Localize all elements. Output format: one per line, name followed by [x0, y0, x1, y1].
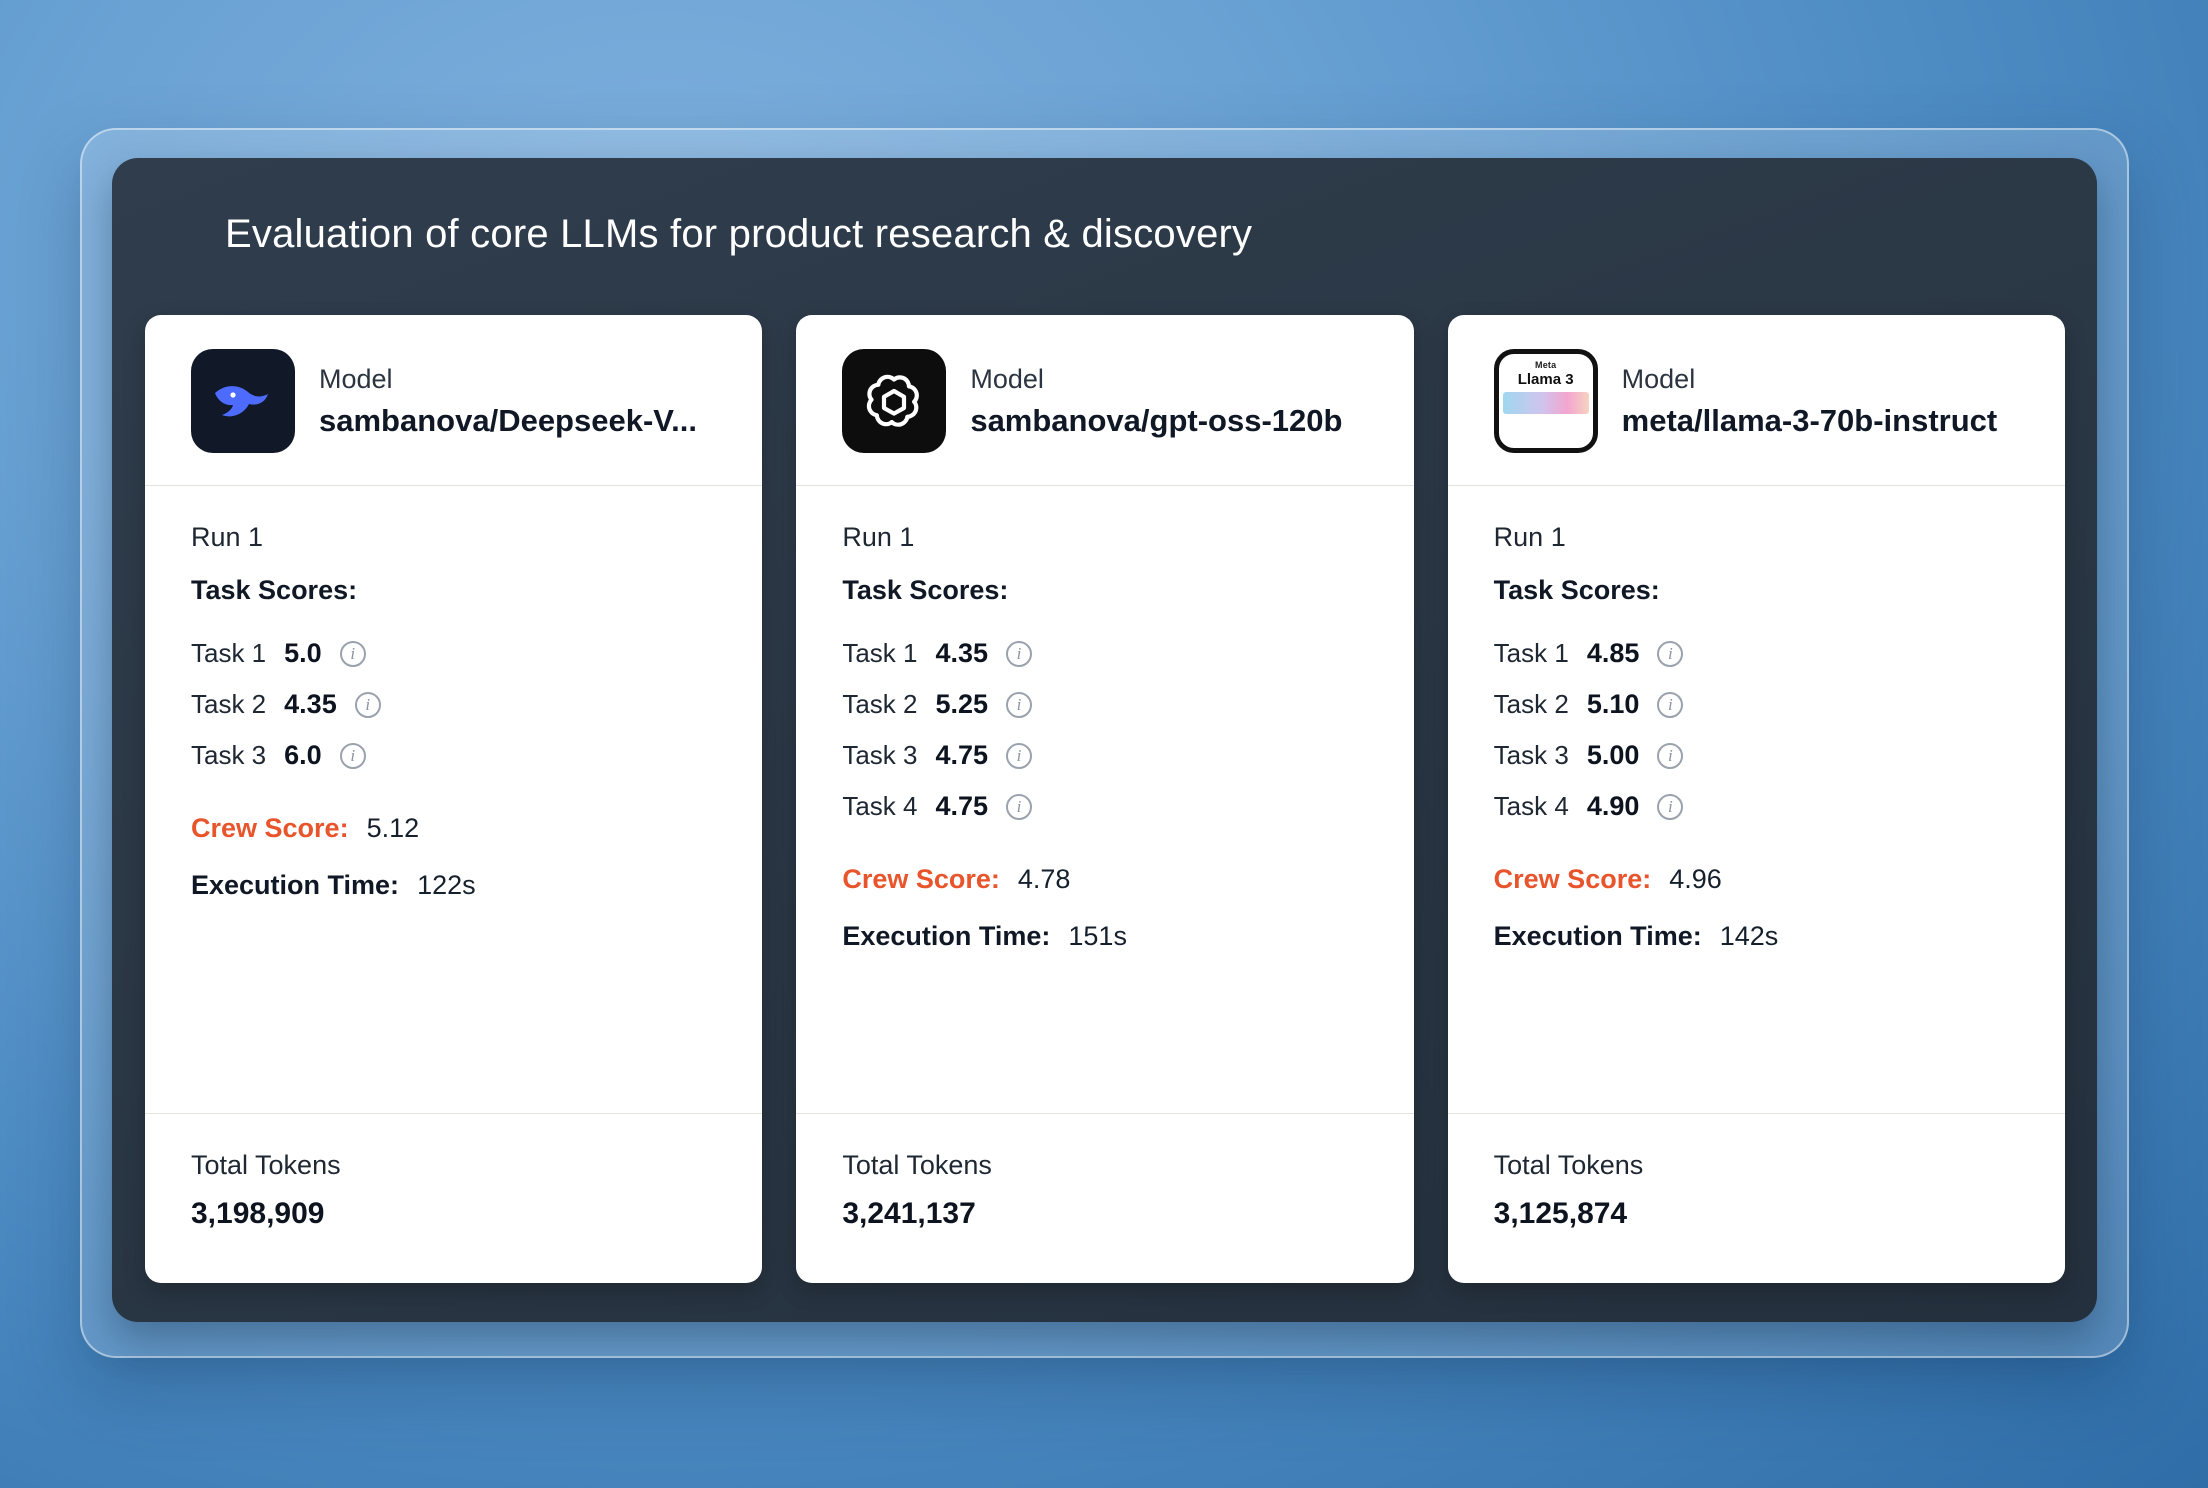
- model-meta: [970, 364, 1342, 439]
- task-value: 4.35: [935, 638, 989, 668]
- info-icon[interactable]: i: [1657, 641, 1683, 667]
- llama-meta-icon: [1494, 349, 1598, 453]
- run-label: Run 1: [191, 522, 264, 552]
- task-row: [1494, 791, 2019, 822]
- task-row: [1494, 740, 2019, 771]
- task-row: [191, 689, 716, 720]
- task-scores-label: Task Scores:: [842, 575, 1009, 605]
- crew-score-row: [191, 813, 716, 844]
- execution-time-row: [191, 870, 716, 901]
- run-label: Run 1: [1493, 522, 1566, 552]
- info-icon[interactable]: i: [1006, 743, 1032, 769]
- total-tokens-label: Total Tokens: [842, 1150, 992, 1180]
- task-value: 4.35: [284, 689, 337, 719]
- task-value: 5.25: [935, 689, 989, 719]
- crew-score-label: Crew Score:: [191, 813, 349, 843]
- card-footer: [1448, 1113, 2065, 1283]
- deepseek-whale-icon: [191, 349, 295, 453]
- card-footer: [796, 1113, 1413, 1283]
- task-row: [1494, 689, 2019, 720]
- info-icon[interactable]: i: [1006, 641, 1032, 667]
- crew-score-label: Crew Score:: [1493, 864, 1652, 894]
- task-row: [191, 740, 716, 771]
- task-name: Task 1: [191, 638, 267, 668]
- card-body: [1448, 486, 2065, 1113]
- score-summary: [1494, 864, 2019, 952]
- task-scores-label: Task Scores:: [1493, 575, 1660, 605]
- execution-time-value: 151s: [1068, 921, 1127, 951]
- task-row: [191, 638, 716, 669]
- total-tokens-value: 3,198,909: [191, 1197, 325, 1230]
- page-title: Evaluation of core LLMs for product research & discovery: [225, 212, 1253, 256]
- crew-score-value: 5.12: [366, 813, 420, 843]
- task-name: Task 2: [1493, 689, 1569, 719]
- model-meta: [1622, 364, 1998, 439]
- model-card-llama[interactable]: [1448, 315, 2065, 1283]
- task-value: 5.0: [284, 638, 322, 668]
- task-row: [842, 689, 1367, 720]
- crew-score-label: Crew Score:: [842, 864, 1000, 894]
- model-label: Model: [319, 363, 393, 394]
- task-value: 4.85: [1586, 638, 1640, 668]
- llama-wordmark: Llama 3: [1517, 371, 1574, 388]
- evaluation-panel: [112, 158, 2097, 1322]
- execution-time-label: Execution Time:: [191, 870, 400, 900]
- crew-score-value: 4.78: [1017, 864, 1071, 894]
- task-name: Task 2: [842, 689, 918, 719]
- total-tokens-value: 3,125,874: [1493, 1197, 1628, 1230]
- crew-score-row: [842, 864, 1367, 895]
- task-row: [1494, 638, 2019, 669]
- task-value: 5.00: [1586, 740, 1640, 770]
- model-name: sambanova/Deepseek-V...: [319, 402, 697, 438]
- card-header: [1448, 315, 2065, 486]
- task-value: 6.0: [284, 740, 322, 770]
- task-name: Task 4: [1493, 791, 1569, 821]
- info-icon[interactable]: i: [340, 641, 366, 667]
- execution-time-row: [1494, 921, 2019, 952]
- score-summary: [191, 813, 716, 901]
- task-name: Task 3: [1493, 740, 1569, 770]
- model-card-deepseek[interactable]: [145, 315, 762, 1283]
- meta-wordmark: Meta: [1535, 360, 1557, 370]
- info-icon[interactable]: i: [355, 692, 381, 718]
- card-body: [145, 486, 762, 1113]
- llama-gradient-bar: [1503, 392, 1589, 414]
- card-body: [796, 486, 1413, 1113]
- execution-time-row: [842, 921, 1367, 952]
- task-value: 5.10: [1586, 689, 1640, 719]
- score-summary: [842, 864, 1367, 952]
- model-name: sambanova/gpt-oss-120b: [970, 402, 1343, 438]
- run-label: Run 1: [842, 522, 915, 552]
- card-header: [796, 315, 1413, 486]
- info-icon[interactable]: i: [1006, 692, 1032, 718]
- info-icon[interactable]: i: [1657, 692, 1683, 718]
- task-name: Task 3: [842, 740, 918, 770]
- model-label: Model: [970, 363, 1044, 394]
- execution-time-value: 142s: [1719, 921, 1779, 951]
- info-icon[interactable]: i: [1657, 743, 1683, 769]
- task-row: [842, 791, 1367, 822]
- model-name: meta/llama-3-70b-instruct: [1621, 402, 1998, 438]
- total-tokens-value: 3,241,137: [842, 1197, 976, 1230]
- model-label: Model: [1621, 363, 1696, 394]
- task-value: 4.90: [1586, 791, 1640, 821]
- task-row: [842, 740, 1367, 771]
- task-row: [842, 638, 1367, 669]
- task-name: Task 1: [1493, 638, 1569, 668]
- model-cards-row: [112, 315, 2097, 1283]
- execution-time-value: 122s: [417, 870, 476, 900]
- task-name: Task 4: [842, 791, 918, 821]
- execution-time-label: Execution Time:: [842, 921, 1051, 951]
- info-icon[interactable]: i: [340, 743, 366, 769]
- model-meta: [319, 364, 697, 439]
- total-tokens-label: Total Tokens: [191, 1150, 341, 1180]
- info-icon[interactable]: i: [1006, 794, 1032, 820]
- task-value: 4.75: [935, 791, 989, 821]
- task-scores-label: Task Scores:: [191, 575, 358, 605]
- crew-score-value: 4.96: [1669, 864, 1722, 894]
- openai-icon: [842, 349, 946, 453]
- card-header: [145, 315, 762, 486]
- task-name: Task 1: [842, 638, 918, 668]
- info-icon[interactable]: i: [1657, 794, 1683, 820]
- total-tokens-label: Total Tokens: [1493, 1150, 1644, 1180]
- card-footer: [145, 1113, 762, 1283]
- model-card-gpt-oss[interactable]: [796, 315, 1413, 1283]
- crew-score-row: [1494, 864, 2019, 895]
- task-name: Task 3: [191, 740, 267, 770]
- task-name: Task 2: [191, 689, 267, 719]
- execution-time-label: Execution Time:: [1493, 921, 1702, 951]
- task-value: 4.75: [935, 740, 989, 770]
